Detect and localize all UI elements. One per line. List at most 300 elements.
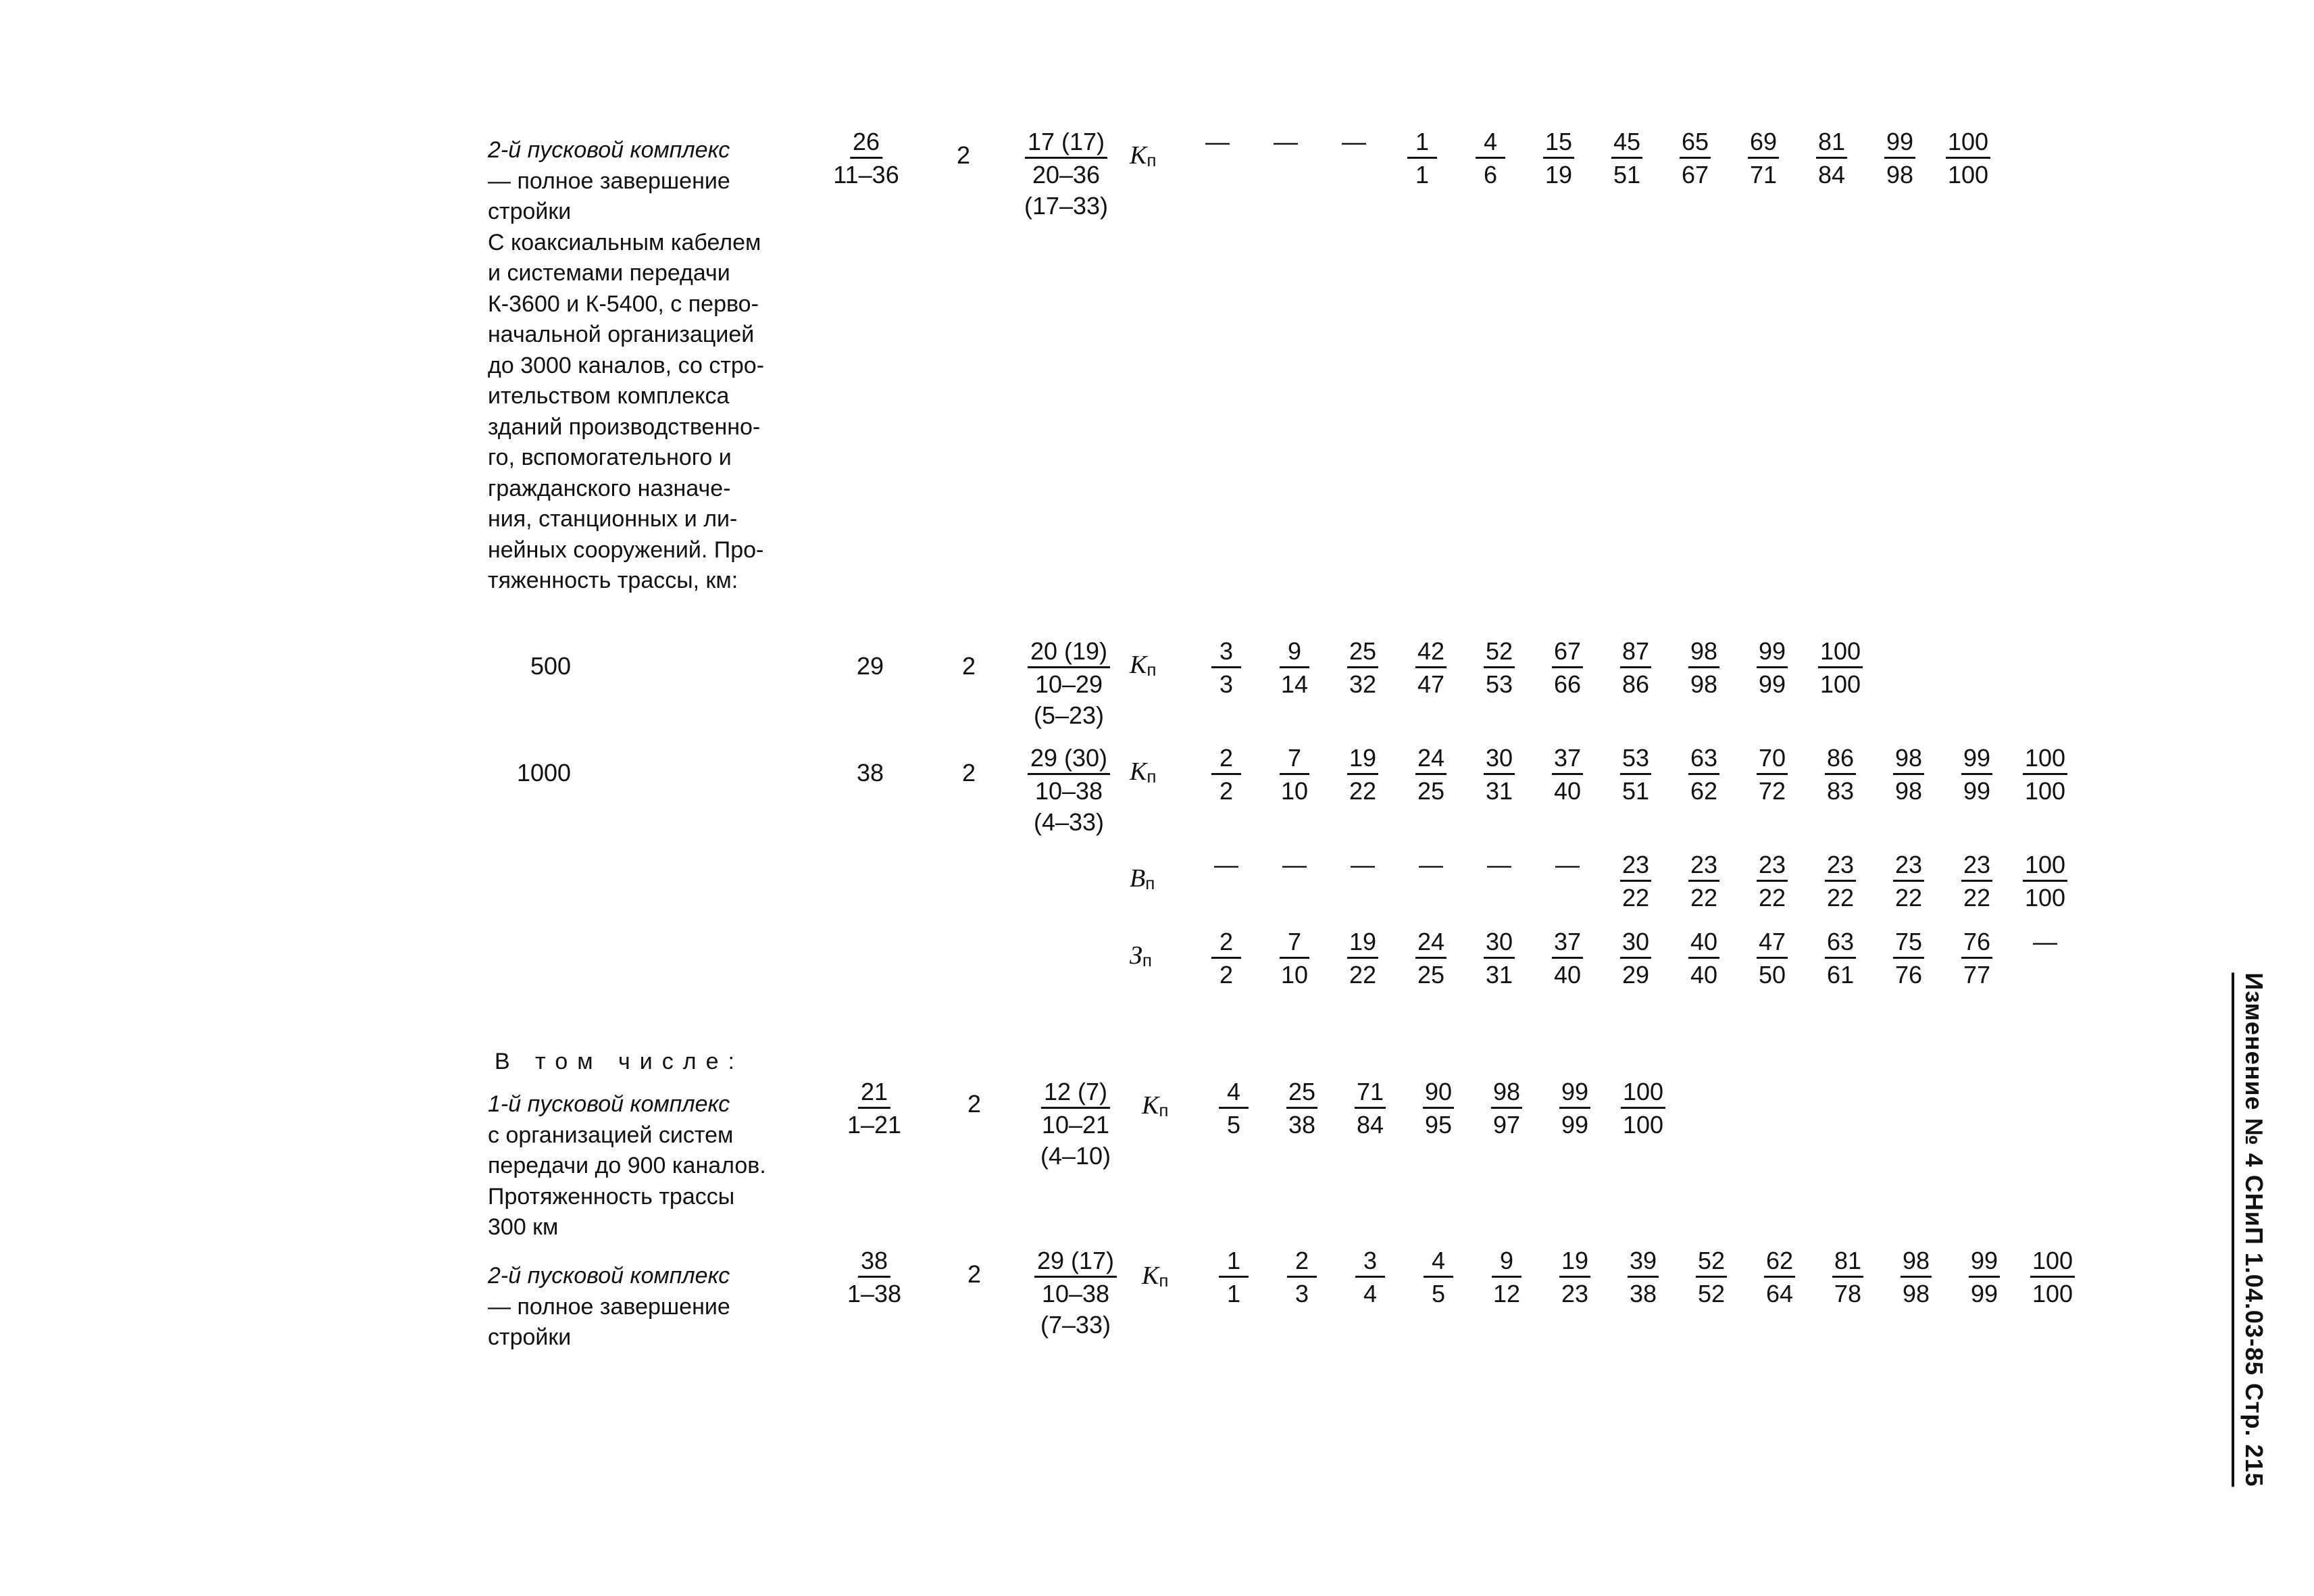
- value-numerator: 23: [1757, 850, 1788, 882]
- value-fraction: [1407, 127, 1437, 190]
- value-denominator: 64: [1765, 1280, 1794, 1307]
- row1000-col1: 38: [856, 759, 884, 787]
- value-fraction: [1339, 127, 1369, 188]
- value-numerator: 7: [1280, 927, 1309, 959]
- value-denominator: 14: [1280, 670, 1309, 698]
- value-fraction: [1825, 927, 1856, 990]
- period-range: (7–33): [1040, 1311, 1111, 1339]
- value-fraction: [2023, 743, 2067, 806]
- value-denominator: 23: [1561, 1280, 1589, 1307]
- fraction-numerator: 29 (30): [1028, 743, 1110, 775]
- row500-col2: 2: [961, 652, 976, 680]
- value-fraction: [1816, 127, 1847, 190]
- value-denominator: 51: [1613, 161, 1641, 189]
- row1000-name: 1000: [516, 759, 572, 787]
- value-fraction: [1286, 1077, 1317, 1140]
- value-numerator: 76: [1961, 927, 1992, 959]
- value-fraction: [1961, 850, 1992, 913]
- value-denominator: 71: [1749, 161, 1778, 189]
- value-fraction: [1347, 637, 1378, 699]
- value-denominator: 40: [1553, 777, 1582, 805]
- fraction-denominator: 10–21: [1041, 1111, 1110, 1139]
- value-numerator: 90: [1423, 1077, 1454, 1109]
- value-denominator: 40: [1690, 961, 1718, 989]
- value-numerator: 100: [2023, 743, 2067, 775]
- label-subscript: п: [1159, 1100, 1169, 1120]
- desc-line: 2-й пусковой комплекс: [488, 137, 730, 163]
- value-fraction: [1818, 637, 1863, 699]
- value-numerator: —: [1342, 128, 1366, 155]
- value-denominator: 99: [1970, 1280, 1998, 1307]
- value-denominator: 22: [1621, 884, 1650, 912]
- value-numerator: 37: [1552, 927, 1583, 959]
- value-fraction: [1543, 127, 1574, 190]
- value-denominator: 84: [1356, 1111, 1384, 1139]
- value-denominator: [1214, 158, 1221, 188]
- value-denominator: [1282, 158, 1289, 188]
- value-fraction: [1491, 1077, 1522, 1140]
- desc-line: стройки: [488, 199, 572, 224]
- block3-period-fraction: [1034, 1246, 1117, 1340]
- value-numerator: 45: [1611, 127, 1642, 159]
- fraction-denominator: 10–29: [1034, 670, 1103, 698]
- value-denominator: 100: [2024, 777, 2066, 805]
- value-fraction: [1211, 637, 1241, 699]
- row1000-col2: 2: [961, 759, 976, 787]
- value-denominator: 50: [1758, 961, 1786, 989]
- value-denominator: 47: [1417, 670, 1445, 698]
- label-letter: K: [1130, 757, 1147, 786]
- value-fraction: [1552, 927, 1583, 990]
- fraction-numerator: 12 (7): [1041, 1077, 1110, 1109]
- value-fraction: [1415, 637, 1447, 699]
- value-numerator: 30: [1484, 927, 1515, 959]
- value-denominator: 22: [1690, 884, 1718, 912]
- period-range: (4–10): [1040, 1142, 1111, 1170]
- block1-duration-fraction: [833, 127, 899, 190]
- value-denominator: [1428, 881, 1434, 911]
- value-denominator: 1: [1415, 161, 1430, 189]
- fraction-denominator: 1–38: [847, 1280, 902, 1307]
- value-numerator: 23: [1688, 850, 1719, 882]
- desc-line: нейных сооружений. Про-: [488, 537, 764, 563]
- value-fraction: [1271, 127, 1301, 188]
- value-fraction: [1280, 637, 1309, 699]
- value-numerator: 4: [1476, 127, 1505, 159]
- desc-line: гражданского назначе-: [488, 475, 731, 501]
- value-numerator: 15: [1543, 127, 1574, 159]
- fraction-numerator: 29 (17): [1034, 1246, 1117, 1278]
- value-numerator: 98: [1491, 1077, 1522, 1109]
- value-denominator: 100: [2032, 1280, 2073, 1307]
- block1-col2: 2: [956, 141, 971, 169]
- value-fraction: [1211, 850, 1241, 911]
- value-numerator: 52: [1696, 1246, 1727, 1278]
- desc-line: ительством комплекса: [488, 383, 730, 409]
- value-denominator: 10: [1280, 961, 1309, 989]
- value-numerator: 24: [1415, 927, 1447, 959]
- desc-line: передачи до 900 каналов.: [488, 1153, 766, 1178]
- value-numerator: 47: [1757, 927, 1788, 959]
- value-fraction: [1696, 1246, 1727, 1309]
- value-denominator: 12: [1492, 1280, 1521, 1307]
- value-fraction: [1884, 127, 1915, 190]
- value-fraction: [1620, 927, 1651, 990]
- value-numerator: 98: [1893, 743, 1924, 775]
- value-denominator: 100: [2024, 884, 2066, 912]
- value-denominator: 78: [1834, 1280, 1862, 1307]
- value-numerator: 87: [1620, 637, 1651, 668]
- value-denominator: 2: [1219, 777, 1234, 805]
- value-fraction: [1280, 927, 1309, 990]
- value-fraction: [1757, 927, 1788, 990]
- value-denominator: [1564, 881, 1571, 911]
- fraction-numerator: 38: [858, 1246, 890, 1278]
- value-numerator: 99: [1559, 1077, 1590, 1109]
- value-fraction: [1415, 743, 1447, 806]
- row500-col1: 29: [856, 652, 884, 680]
- value-denominator: 5: [1226, 1111, 1241, 1139]
- value-fraction: [2030, 927, 2060, 988]
- value-denominator: 53: [1485, 670, 1513, 698]
- value-fraction: [1484, 850, 1514, 911]
- value-denominator: 40: [1553, 961, 1582, 989]
- label-letter: K: [1130, 141, 1147, 170]
- value-numerator: 7: [1280, 743, 1309, 775]
- value-numerator: 4: [1424, 1246, 1453, 1278]
- value-numerator: 53: [1620, 743, 1651, 775]
- desc-line: с организацией систем: [488, 1122, 734, 1148]
- value-denominator: [1291, 881, 1298, 911]
- value-fraction: [2030, 1246, 2075, 1309]
- value-fraction: [1757, 850, 1788, 913]
- value-denominator: 22: [1894, 884, 1923, 912]
- value-numerator: 70: [1757, 743, 1788, 775]
- fraction-numerator: 20 (19): [1028, 637, 1110, 668]
- value-fraction: [1552, 637, 1583, 699]
- value-numerator: 40: [1688, 927, 1719, 959]
- fraction-denominator: 11–36: [833, 161, 899, 189]
- row1000-b-label: [1130, 864, 1155, 898]
- value-denominator: 4: [1363, 1280, 1378, 1307]
- desc-line: ния, станционных и ли-: [488, 506, 738, 532]
- value-denominator: 52: [1697, 1280, 1726, 1307]
- value-numerator: 65: [1680, 127, 1711, 159]
- value-denominator: 86: [1621, 670, 1650, 698]
- value-denominator: 5: [1431, 1280, 1446, 1307]
- side-label-container: [2223, 966, 2277, 1493]
- label-subscript: п: [1145, 873, 1155, 893]
- value-denominator: 25: [1417, 777, 1445, 805]
- value-denominator: 25: [1417, 961, 1445, 989]
- value-denominator: 38: [1629, 1280, 1657, 1307]
- value-denominator: 100: [1947, 161, 1989, 189]
- value-numerator: 23: [1893, 850, 1924, 882]
- value-numerator: 42: [1415, 637, 1447, 668]
- fraction-denominator: 10–38: [1041, 1280, 1110, 1307]
- value-numerator: —: [1214, 851, 1238, 878]
- value-denominator: 99: [1758, 670, 1786, 698]
- value-fraction: [1476, 127, 1505, 190]
- fraction-denominator: 10–38: [1034, 777, 1103, 805]
- value-fraction: [1628, 1246, 1659, 1309]
- desc-line: тяженность трассы, км:: [488, 568, 738, 593]
- label-letter: K: [1130, 651, 1147, 679]
- row1000-period-fraction: [1028, 743, 1110, 837]
- value-numerator: 75: [1893, 927, 1924, 959]
- desc-line: — полное завершение: [488, 168, 730, 194]
- fraction-denominator: 1–21: [847, 1111, 902, 1139]
- value-numerator: 19: [1347, 927, 1378, 959]
- row500-period-fraction: [1028, 637, 1110, 730]
- value-numerator: 23: [1961, 850, 1992, 882]
- desc-line: стройки: [488, 1324, 572, 1350]
- value-numerator: 39: [1628, 1246, 1659, 1278]
- fraction-numerator: 21: [858, 1077, 890, 1109]
- value-fraction: [1688, 637, 1719, 699]
- value-fraction: [1825, 743, 1856, 806]
- value-denominator: 22: [1349, 777, 1377, 805]
- value-numerator: 100: [2023, 850, 2067, 882]
- value-fraction: [1620, 850, 1651, 913]
- row1000-k-label: [1130, 757, 1156, 791]
- value-denominator: 100: [1622, 1111, 1664, 1139]
- desc-line: — полное завершение: [488, 1293, 730, 1320]
- value-denominator: 67: [1681, 161, 1709, 189]
- value-numerator: 99: [1757, 637, 1788, 668]
- value-fraction: [1620, 637, 1651, 699]
- block2-col2: 2: [967, 1090, 982, 1118]
- block2-period-fraction: [1040, 1077, 1111, 1171]
- value-fraction: [1680, 127, 1711, 190]
- value-numerator: 2: [1287, 1246, 1317, 1278]
- value-numerator: 71: [1355, 1077, 1386, 1109]
- value-numerator: 99: [1884, 127, 1915, 159]
- value-denominator: 61: [1826, 961, 1855, 989]
- value-fraction: [1347, 743, 1378, 806]
- row1000-z-label: [1130, 941, 1152, 975]
- value-numerator: 52: [1484, 637, 1515, 668]
- desc-line: 300 км: [488, 1214, 559, 1240]
- value-denominator: 98: [1894, 777, 1923, 805]
- block3-col2: 2: [967, 1260, 982, 1288]
- value-denominator: [1223, 881, 1230, 911]
- value-fraction: [1893, 850, 1924, 913]
- value-fraction: [1424, 1246, 1453, 1309]
- value-numerator: 1: [1407, 127, 1437, 159]
- desc-line: го, вспомогательного и: [488, 445, 732, 470]
- value-denominator: 99: [1561, 1111, 1589, 1139]
- value-numerator: —: [1274, 128, 1298, 155]
- value-fraction: [1203, 127, 1232, 188]
- block1-row-label: [1130, 141, 1156, 175]
- value-fraction: [1611, 127, 1642, 190]
- value-fraction: [1347, 927, 1378, 990]
- value-denominator: 19: [1544, 161, 1573, 189]
- value-denominator: 66: [1553, 670, 1582, 698]
- value-fraction: [1961, 927, 1992, 990]
- value-fraction: [1492, 1246, 1521, 1309]
- value-fraction: [1211, 743, 1241, 806]
- value-denominator: 31: [1485, 961, 1513, 989]
- label-subscript: п: [1142, 950, 1152, 970]
- value-fraction: [1961, 743, 1992, 806]
- label-letter: K: [1142, 1262, 1159, 1290]
- value-fraction: [1423, 1077, 1454, 1140]
- fraction-numerator: 17 (17): [1025, 127, 1107, 159]
- desc-line: 1-й пусковой комплекс: [488, 1091, 730, 1117]
- desc-line: Протяженность трассы: [488, 1183, 735, 1210]
- value-fraction: [1688, 850, 1719, 913]
- including-label: В том числе:: [495, 1049, 744, 1074]
- value-denominator: 29: [1621, 961, 1650, 989]
- value-numerator: 25: [1347, 637, 1378, 668]
- value-fraction: [1688, 743, 1719, 806]
- value-numerator: —: [1555, 851, 1580, 878]
- value-numerator: 81: [1816, 127, 1847, 159]
- value-denominator: 62: [1690, 777, 1718, 805]
- value-fraction: [1553, 850, 1582, 911]
- value-fraction: [1287, 1246, 1317, 1309]
- value-numerator: 24: [1415, 743, 1447, 775]
- value-numerator: 19: [1347, 743, 1378, 775]
- value-fraction: [1757, 637, 1788, 699]
- value-denominator: 3: [1294, 1280, 1309, 1307]
- block2-row-label: [1142, 1091, 1168, 1125]
- block2-description: [488, 1089, 807, 1243]
- value-numerator: 2: [1211, 927, 1241, 959]
- value-fraction: [1416, 850, 1446, 911]
- value-fraction: [1946, 127, 1990, 190]
- value-fraction: [1559, 1077, 1590, 1140]
- value-fraction: [1484, 637, 1515, 699]
- value-fraction: [1280, 743, 1309, 806]
- value-numerator: 2: [1211, 743, 1241, 775]
- value-fraction: [1621, 1077, 1665, 1140]
- value-fraction: [1484, 927, 1515, 990]
- value-denominator: 97: [1492, 1111, 1521, 1139]
- label-letter: K: [1142, 1091, 1159, 1120]
- row500-row-label: [1130, 650, 1156, 684]
- value-fraction: [1832, 1246, 1863, 1309]
- value-numerator: 1: [1219, 1246, 1249, 1278]
- value-denominator: 31: [1485, 777, 1513, 805]
- label-letter: B: [1130, 864, 1146, 893]
- value-denominator: 3: [1219, 670, 1234, 698]
- value-fraction: [1764, 1246, 1795, 1309]
- value-denominator: 2: [1219, 961, 1234, 989]
- value-fraction: [1415, 927, 1447, 990]
- desc-line: С коаксиальным кабелем: [488, 229, 761, 255]
- value-numerator: 67: [1552, 637, 1583, 668]
- value-numerator: 63: [1688, 743, 1719, 775]
- value-fraction: [1219, 1246, 1249, 1309]
- value-numerator: 98: [1688, 637, 1719, 668]
- value-numerator: 9: [1280, 637, 1309, 668]
- value-numerator: 81: [1832, 1246, 1863, 1278]
- value-denominator: 98: [1690, 670, 1718, 698]
- value-numerator: 30: [1620, 927, 1651, 959]
- value-denominator: 22: [1826, 884, 1855, 912]
- value-fraction: [2023, 850, 2067, 913]
- desc-line: К-3600 и К-5400, с перво-: [488, 291, 759, 317]
- value-fraction: [1355, 1246, 1385, 1309]
- value-numerator: 98: [1901, 1246, 1932, 1278]
- value-numerator: 63: [1825, 927, 1856, 959]
- value-numerator: —: [1205, 128, 1230, 155]
- value-fraction: [1757, 743, 1788, 806]
- label-subscript: п: [1159, 1270, 1169, 1291]
- value-denominator: 22: [1963, 884, 1991, 912]
- value-fraction: [1348, 850, 1378, 911]
- block1-period-fraction: [1024, 127, 1108, 221]
- block3-description: [488, 1261, 793, 1353]
- fraction-numerator: 26: [850, 127, 882, 159]
- value-denominator: 6: [1483, 161, 1498, 189]
- value-numerator: —: [1351, 851, 1375, 878]
- block1-description: [488, 135, 799, 597]
- value-fraction: [1552, 743, 1583, 806]
- value-numerator: 99: [1961, 743, 1992, 775]
- value-fraction: [1211, 927, 1241, 990]
- value-denominator: 51: [1621, 777, 1650, 805]
- value-numerator: —: [1419, 851, 1443, 878]
- value-denominator: [2042, 958, 2048, 988]
- value-fraction: [1825, 850, 1856, 913]
- fraction-denominator: 20–36: [1032, 161, 1101, 189]
- value-fraction: [1893, 743, 1924, 806]
- value-fraction: [1355, 1077, 1386, 1140]
- value-denominator: 32: [1349, 670, 1377, 698]
- value-denominator: 98: [1902, 1280, 1930, 1307]
- desc-line: 2-й пусковой комплекс: [488, 1263, 730, 1289]
- value-numerator: 4: [1219, 1077, 1249, 1109]
- value-numerator: 25: [1286, 1077, 1317, 1109]
- value-fraction: [1901, 1246, 1932, 1309]
- value-numerator: 37: [1552, 743, 1583, 775]
- value-denominator: 95: [1424, 1111, 1453, 1139]
- period-range: (5–23): [1033, 701, 1105, 729]
- value-denominator: 84: [1817, 161, 1846, 189]
- value-fraction: [1484, 743, 1515, 806]
- label-subscript: п: [1147, 659, 1157, 680]
- value-numerator: 19: [1559, 1246, 1590, 1278]
- value-denominator: [1496, 881, 1503, 911]
- value-denominator: 76: [1894, 961, 1923, 989]
- value-fraction: [1620, 743, 1651, 806]
- label-letter: З: [1130, 941, 1142, 970]
- label-subscript: п: [1147, 766, 1157, 787]
- period-range: (17–33): [1024, 192, 1109, 220]
- period-range: (4–33): [1033, 808, 1105, 836]
- value-fraction: [1969, 1246, 2000, 1309]
- value-denominator: 99: [1963, 777, 1991, 805]
- value-numerator: 30: [1484, 743, 1515, 775]
- value-denominator: [1351, 158, 1357, 188]
- desc-line: и системами передачи: [488, 260, 730, 286]
- block3-row-label: [1142, 1261, 1168, 1295]
- value-denominator: 10: [1280, 777, 1309, 805]
- block3-duration-fraction: [847, 1246, 901, 1309]
- value-numerator: —: [1282, 851, 1307, 878]
- value-numerator: 62: [1764, 1246, 1795, 1278]
- value-numerator: 23: [1825, 850, 1856, 882]
- value-fraction: [1688, 927, 1719, 990]
- value-numerator: 3: [1211, 637, 1241, 668]
- value-denominator: 100: [1819, 670, 1861, 698]
- value-numerator: —: [2033, 928, 2057, 955]
- label-subscript: п: [1147, 150, 1157, 170]
